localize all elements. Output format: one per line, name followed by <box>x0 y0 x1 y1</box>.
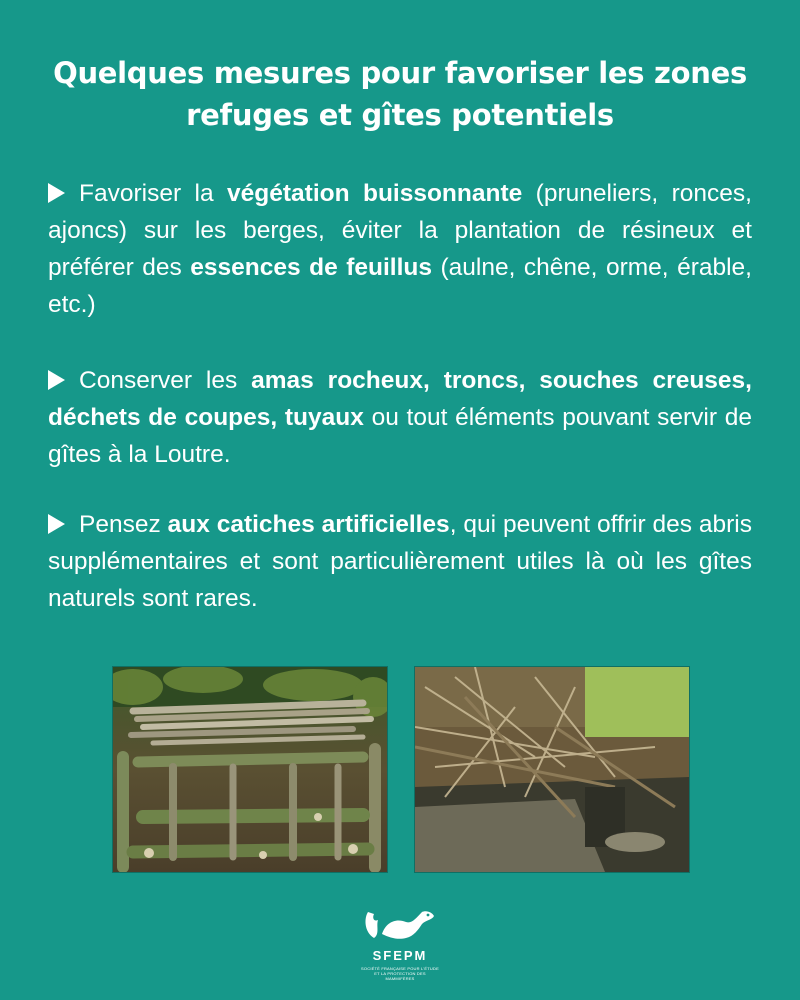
text: , qui peuvent offrir des abris supplémentaires et sont particulièrement utiles là où les gîtes naturels sont rares. <box>48 511 752 612</box>
sfepm-logo <box>360 904 440 994</box>
logo-name: SFEPM <box>372 948 428 963</box>
bold-text: végétation buissonnante <box>227 180 523 207</box>
title-line-1: Quelques mesures pour favoriser les zones <box>53 56 747 90</box>
page-title <box>40 52 760 136</box>
logo-tagline-line-1: SOCIÉTÉ FRANÇAISE POUR L'ÉTUDE <box>361 966 439 971</box>
riverbank-roots-photo <box>414 666 690 873</box>
logo-tagline-line-2: ET LA PROTECTION DES MAMMIFÈRES <box>374 971 426 981</box>
log-shelter-photo <box>112 666 388 873</box>
text: Conserver les <box>79 367 252 394</box>
triangle-bullet-icon <box>48 183 65 203</box>
bold-text: essences de feuillus <box>190 254 432 281</box>
measure-paragraph-2 <box>48 362 752 473</box>
triangle-bullet-icon <box>48 370 65 390</box>
bold-text: amas rocheux, troncs, souches creuses, déchets de coupes, tuyaux <box>48 367 752 431</box>
title-line-2: refuges et gîtes potentiels <box>186 98 614 132</box>
text: Pensez <box>79 511 168 538</box>
text: ou tout éléments pouvant servir de gîtes à la Loutre. <box>48 404 752 468</box>
text: (pruneliers, ronces, ajoncs) sur les berges, éviter la plantation de résineux et préférer des <box>48 180 752 281</box>
text: Favoriser la <box>79 180 228 207</box>
otter-logo-icon <box>360 904 440 948</box>
text: (aulne, chêne, orme, érable, etc.) <box>48 254 752 318</box>
triangle-bullet-icon <box>48 514 65 534</box>
measure-paragraph-3 <box>48 506 752 617</box>
measure-paragraph-1 <box>48 175 752 323</box>
logo-tagline <box>360 966 440 981</box>
bold-text: aux catiches artificielles <box>167 511 450 538</box>
